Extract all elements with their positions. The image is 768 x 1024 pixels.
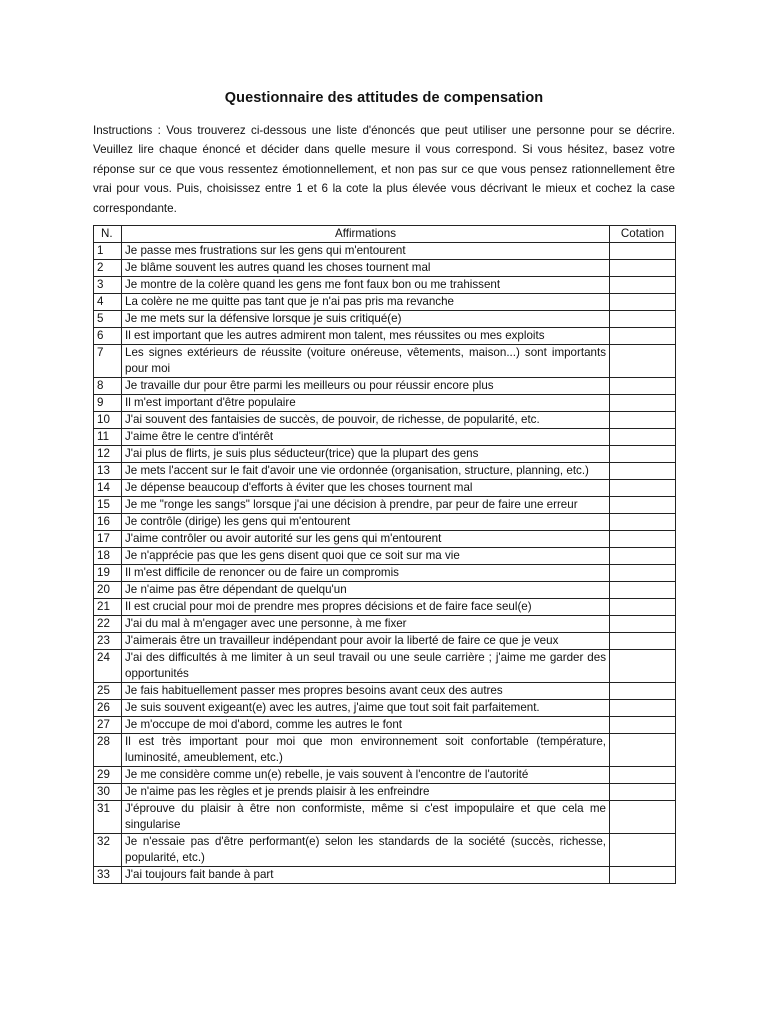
row-number: 27 xyxy=(94,717,122,734)
row-number: 32 xyxy=(94,834,122,867)
table-row xyxy=(94,429,676,446)
rating-cell[interactable] xyxy=(610,446,676,463)
row-number: 17 xyxy=(94,531,122,548)
rating-cell[interactable] xyxy=(610,700,676,717)
table-row xyxy=(94,446,676,463)
row-statement: Je n'essaie pas d'être performant(e) selon les standards de la société (succès, richesse, popularité, etc.) xyxy=(122,834,610,867)
table-row xyxy=(94,784,676,801)
row-number: 26 xyxy=(94,700,122,717)
row-statement: Je n'aime pas être dépendant de quelqu'un xyxy=(122,582,610,599)
header-rating: Cotation xyxy=(610,226,676,243)
table-row xyxy=(94,294,676,311)
rating-cell[interactable] xyxy=(610,243,676,260)
table-row xyxy=(94,378,676,395)
rating-cell[interactable] xyxy=(610,514,676,531)
row-number: 14 xyxy=(94,480,122,497)
row-number: 5 xyxy=(94,311,122,328)
row-statement: J'ai souvent des fantaisies de succès, de pouvoir, de richesse, de popularité, etc. xyxy=(122,412,610,429)
table-row xyxy=(94,734,676,767)
table-row xyxy=(94,650,676,683)
row-statement: Je contrôle (dirige) les gens qui m'entourent xyxy=(122,514,610,531)
rating-cell[interactable] xyxy=(610,683,676,700)
table-row xyxy=(94,243,676,260)
table-row xyxy=(94,277,676,294)
row-number: 21 xyxy=(94,599,122,616)
row-statement: Il est très important pour moi que mon environnement soit confortable (température, luminosité, ameublement, etc.) xyxy=(122,734,610,767)
row-number: 19 xyxy=(94,565,122,582)
table-row xyxy=(94,260,676,277)
row-statement: J'aime contrôler ou avoir autorité sur les gens qui m'entourent xyxy=(122,531,610,548)
row-number: 25 xyxy=(94,683,122,700)
row-number: 4 xyxy=(94,294,122,311)
row-statement: Je n'aime pas les règles et je prends plaisir à les enfreindre xyxy=(122,784,610,801)
table-row xyxy=(94,700,676,717)
row-statement: Je suis souvent exigeant(e) avec les autres, j'aime que tout soit fait parfaitement. xyxy=(122,700,610,717)
rating-cell[interactable] xyxy=(610,531,676,548)
row-number: 24 xyxy=(94,650,122,683)
rating-cell[interactable] xyxy=(610,429,676,446)
table-row xyxy=(94,767,676,784)
table-row xyxy=(94,565,676,582)
table-row xyxy=(94,345,676,378)
row-statement: Je me mets sur la défensive lorsque je suis critiqué(e) xyxy=(122,311,610,328)
row-statement: Je n'apprécie pas que les gens disent quoi que ce soit sur ma vie xyxy=(122,548,610,565)
rating-cell[interactable] xyxy=(610,311,676,328)
table-row xyxy=(94,683,676,700)
row-statement: Les signes extérieurs de réussite (voiture onéreuse, vêtements, maison...) sont importants pour moi xyxy=(122,345,610,378)
table-row xyxy=(94,633,676,650)
table-row xyxy=(94,311,676,328)
table-row xyxy=(94,616,676,633)
row-statement: La colère ne me quitte pas tant que je n'ai pas pris ma revanche xyxy=(122,294,610,311)
row-number: 20 xyxy=(94,582,122,599)
rating-cell[interactable] xyxy=(610,801,676,834)
table-header-row xyxy=(94,226,676,243)
row-number: 6 xyxy=(94,328,122,345)
rating-cell[interactable] xyxy=(610,565,676,582)
header-statement: Affirmations xyxy=(122,226,610,243)
row-statement: Je me "ronge les sangs" lorsque j'ai une décision à prendre, par peur de faire une erreur xyxy=(122,497,610,514)
questionnaire-table xyxy=(93,225,676,884)
table-row xyxy=(94,801,676,834)
row-statement: J'ai des difficultés à me limiter à un seul travail ou une seule carrière ; j'aime me garder des opportunités xyxy=(122,650,610,683)
document-title: Questionnaire des attitudes de compensation xyxy=(224,90,544,106)
rating-cell[interactable] xyxy=(610,395,676,412)
row-statement: Je me considère comme un(e) rebelle, je vais souvent à l'encontre de l'autorité xyxy=(122,767,610,784)
table-row xyxy=(94,497,676,514)
row-number: 29 xyxy=(94,767,122,784)
table-row xyxy=(94,717,676,734)
rating-cell[interactable] xyxy=(610,345,676,378)
rating-cell[interactable] xyxy=(610,497,676,514)
row-statement: J'aimerais être un travailleur indépendant pour avoir la liberté de faire ce que je veux xyxy=(122,633,610,650)
rating-cell[interactable] xyxy=(610,582,676,599)
row-number: 12 xyxy=(94,446,122,463)
row-number: 28 xyxy=(94,734,122,767)
rating-cell[interactable] xyxy=(610,834,676,867)
table-row xyxy=(94,463,676,480)
table-row xyxy=(94,480,676,497)
rating-cell[interactable] xyxy=(610,378,676,395)
row-statement: J'éprouve du plaisir à être non conformiste, même si c'est impopulaire et que cela me singularise xyxy=(122,801,610,834)
row-number: 23 xyxy=(94,633,122,650)
rating-cell[interactable] xyxy=(610,633,676,650)
row-number: 3 xyxy=(94,277,122,294)
rating-cell[interactable] xyxy=(610,480,676,497)
rating-cell[interactable] xyxy=(610,616,676,633)
row-statement: Il m'est difficile de renoncer ou de faire un compromis xyxy=(122,565,610,582)
row-statement: Je fais habituellement passer mes propres besoins avant ceux des autres xyxy=(122,683,610,700)
row-statement: Il est crucial pour moi de prendre mes propres décisions et de faire face seul(e) xyxy=(122,599,610,616)
row-number: 2 xyxy=(94,260,122,277)
rating-cell[interactable] xyxy=(610,867,676,884)
rating-cell[interactable] xyxy=(610,599,676,616)
rating-cell[interactable] xyxy=(610,767,676,784)
rating-cell[interactable] xyxy=(610,328,676,345)
rating-cell[interactable] xyxy=(610,294,676,311)
row-statement: J'ai plus de flirts, je suis plus séducteur(trice) que la plupart des gens xyxy=(122,446,610,463)
row-statement: J'ai du mal à m'engager avec une personne, à me fixer xyxy=(122,616,610,633)
table-row xyxy=(94,514,676,531)
row-statement: Je blâme souvent les autres quand les choses tournent mal xyxy=(122,260,610,277)
row-number: 22 xyxy=(94,616,122,633)
table-body xyxy=(94,243,676,884)
rating-cell[interactable] xyxy=(610,412,676,429)
row-statement: Je travaille dur pour être parmi les meilleurs ou pour réussir encore plus xyxy=(122,378,610,395)
table-row xyxy=(94,834,676,867)
row-statement: Je dépense beaucoup d'efforts à éviter que les choses tournent mal xyxy=(122,480,610,497)
rating-cell[interactable] xyxy=(610,717,676,734)
table-row xyxy=(94,582,676,599)
row-statement: Je passe mes frustrations sur les gens qui m'entourent xyxy=(122,243,610,260)
row-number: 8 xyxy=(94,378,122,395)
rating-cell[interactable] xyxy=(610,734,676,767)
table-row xyxy=(94,412,676,429)
row-number: 31 xyxy=(94,801,122,834)
row-statement: J'aime être le centre d'intérêt xyxy=(122,429,610,446)
row-number: 10 xyxy=(94,412,122,429)
rating-cell[interactable] xyxy=(610,784,676,801)
row-number: 9 xyxy=(94,395,122,412)
header-number: N. xyxy=(94,226,122,243)
row-statement: Je montre de la colère quand les gens me font faux bon ou me trahissent xyxy=(122,277,610,294)
rating-cell[interactable] xyxy=(610,260,676,277)
row-number: 13 xyxy=(94,463,122,480)
table-row xyxy=(94,395,676,412)
row-number: 16 xyxy=(94,514,122,531)
row-number: 18 xyxy=(94,548,122,565)
rating-cell[interactable] xyxy=(610,463,676,480)
row-number: 33 xyxy=(94,867,122,884)
table-row xyxy=(94,531,676,548)
table-row xyxy=(94,328,676,345)
row-number: 1 xyxy=(94,243,122,260)
row-statement: Je mets l'accent sur le fait d'avoir une vie ordonnée (organisation, structure, planning, etc.) xyxy=(122,463,610,480)
row-statement: J'ai toujours fait bande à part xyxy=(122,867,610,884)
row-number: 30 xyxy=(94,784,122,801)
row-number: 7 xyxy=(94,345,122,378)
instructions-paragraph: Instructions : Vous trouverez ci-dessous une liste d'énoncés que peut utiliser une personne pour se décrire. Veuillez lire chaque énoncé et décider dans quelle mesure il vous correspond. Si vous hésitez, basez votre réponse sur ce que vous ressentez émotionnellement, et non pas sur ce que vous pensez rationnellement être vrai pour vous. Puis, choisissez entre 1 et 6 la cote la plus élevée vous décrivant le mieux et cochez la case correspondante. xyxy=(93,124,675,215)
row-statement: Il m'est important d'être populaire xyxy=(122,395,610,412)
row-statement: Je m'occupe de moi d'abord, comme les autres le font xyxy=(122,717,610,734)
row-number: 15 xyxy=(94,497,122,514)
rating-cell[interactable] xyxy=(610,650,676,683)
table-row xyxy=(94,867,676,884)
row-statement: Il est important que les autres admirent mon talent, mes réussites ou mes exploits xyxy=(122,328,610,345)
row-number: 11 xyxy=(94,429,122,446)
table-row xyxy=(94,548,676,565)
rating-cell[interactable] xyxy=(610,277,676,294)
table-row xyxy=(94,599,676,616)
rating-cell[interactable] xyxy=(610,548,676,565)
